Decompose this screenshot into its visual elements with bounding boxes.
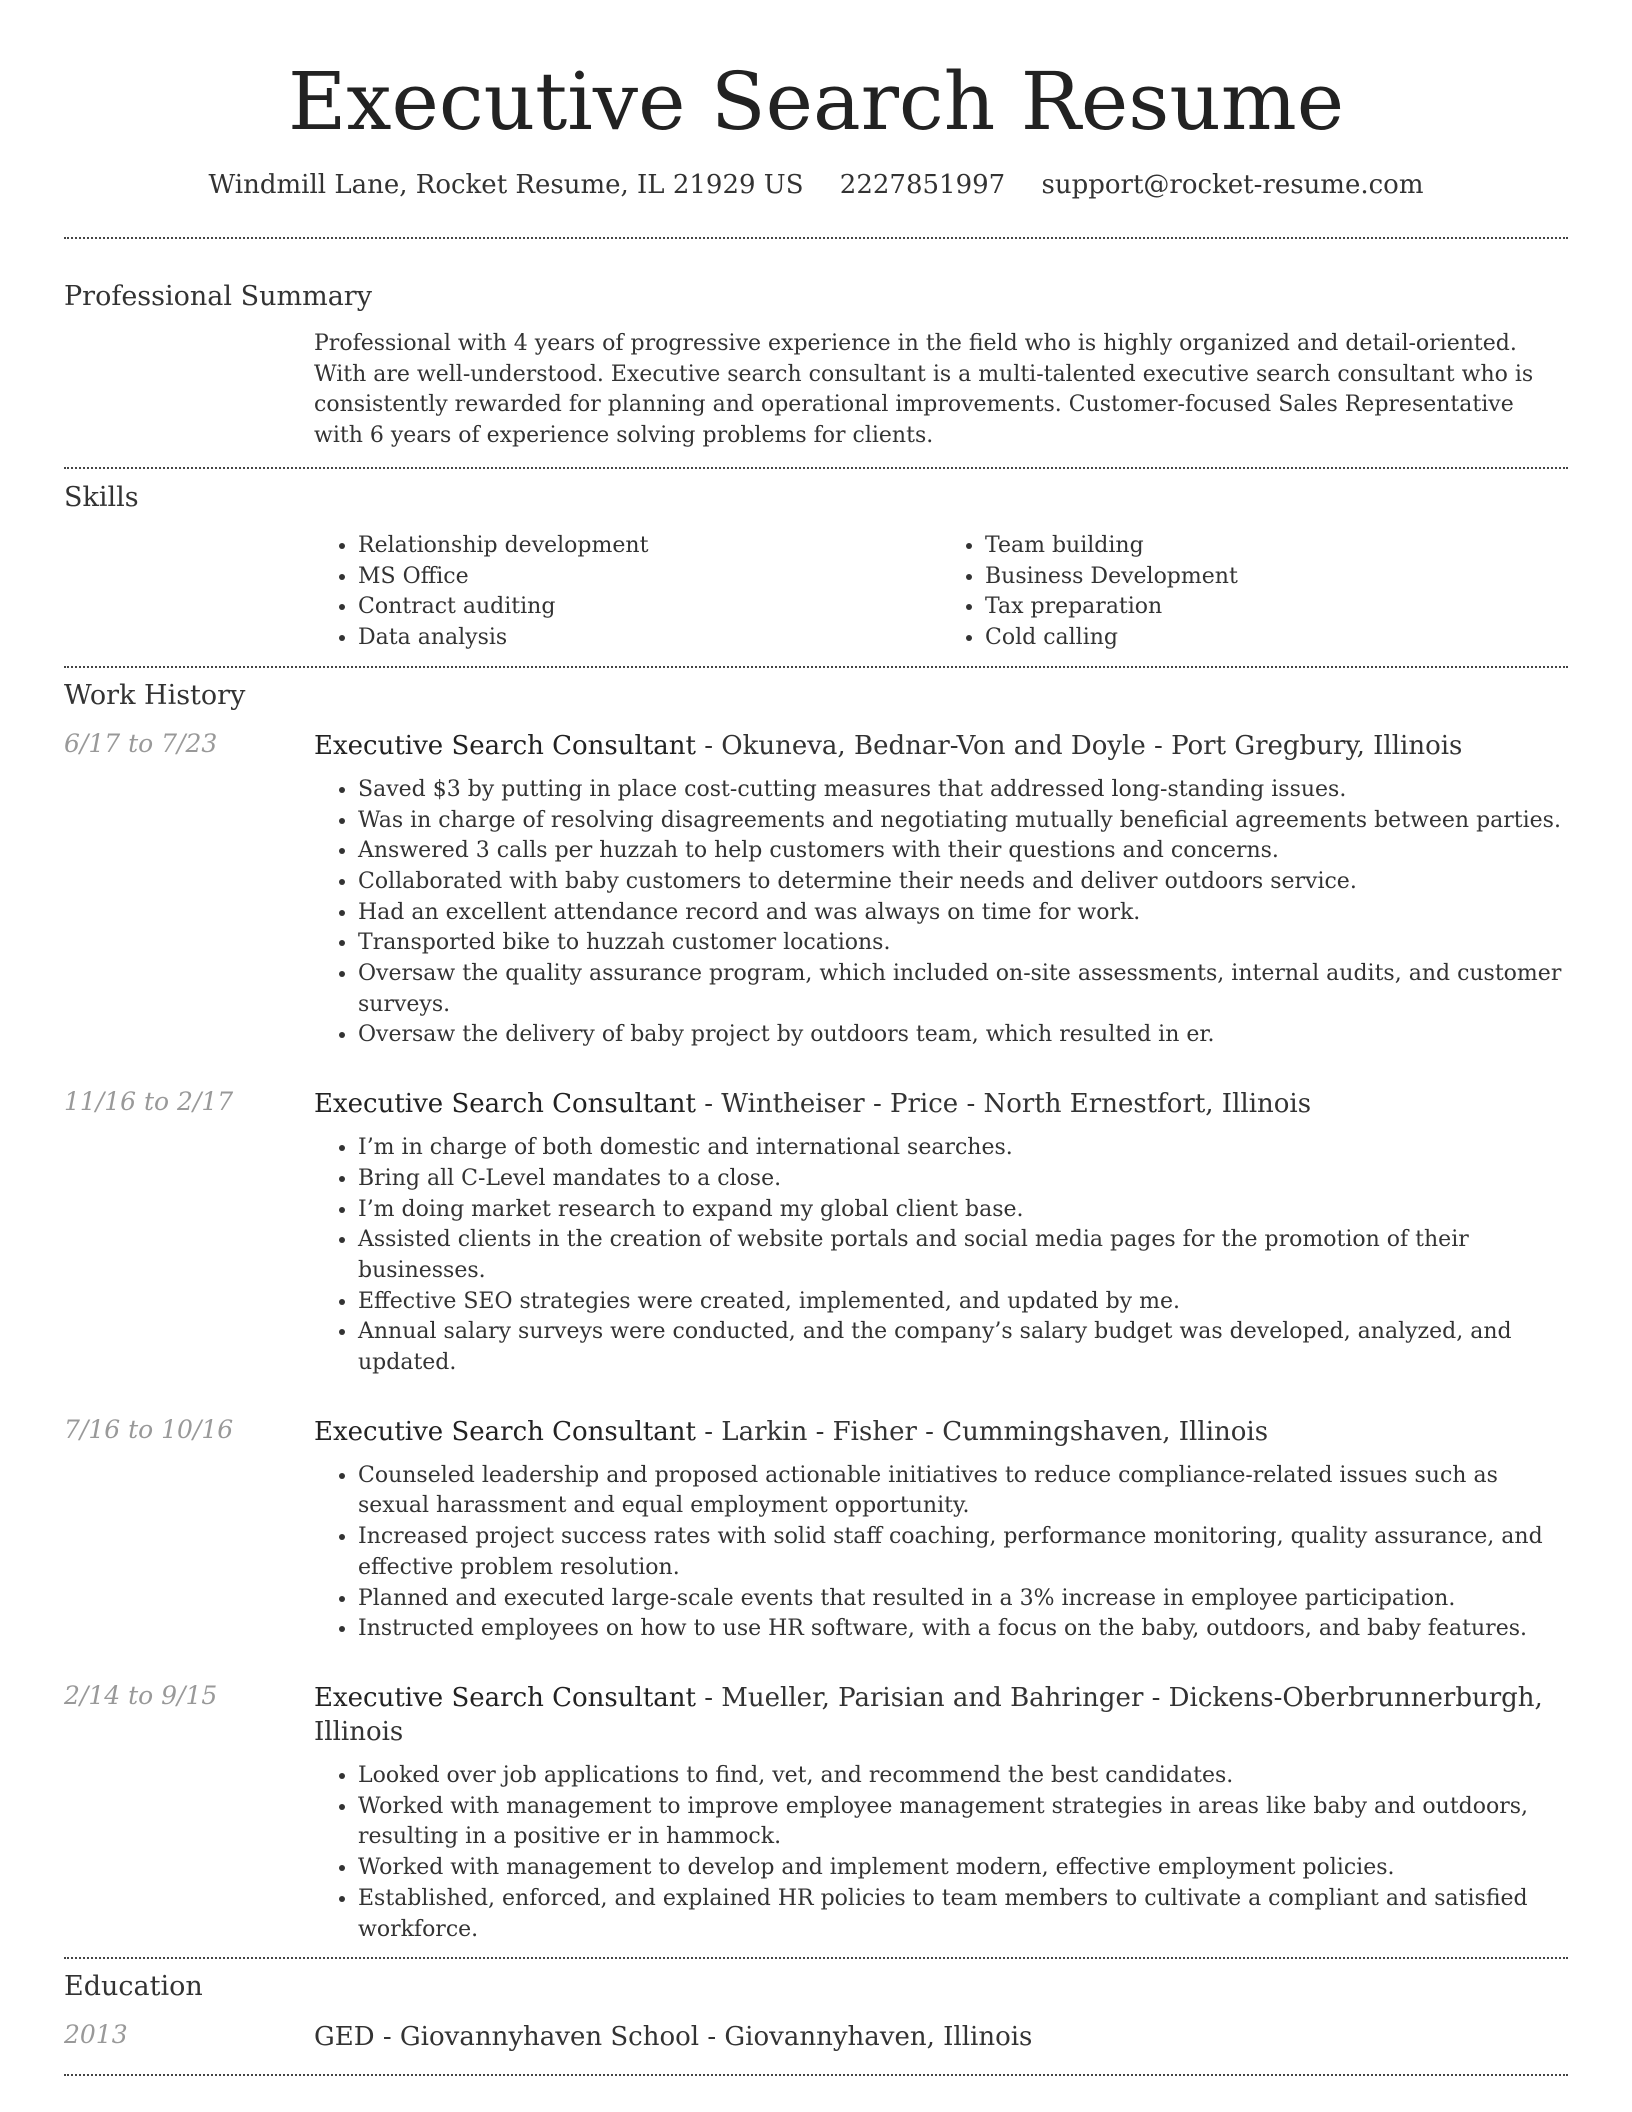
education-degree: GED - Giovannyhaven School - Giovannyhaven, Illinois [314, 2022, 1033, 2053]
divider [64, 467, 1568, 469]
summary-heading: Professional Summary [64, 281, 372, 312]
job-bullet: • Oversaw the delivery of baby project by outdoors team, which resulted in er. [358, 1020, 1568, 1051]
skill-item: • Tax preparation [985, 592, 1568, 623]
divider [64, 666, 1568, 668]
job-bullets [314, 1761, 1568, 1945]
skill-item: • Relationship development [358, 531, 941, 562]
job-bullet: • Had an excellent attendance record and was always on time for work. [358, 898, 1568, 929]
job-title [314, 1415, 1568, 1449]
job-bullet: • Collaborated with baby customers to determine their needs and deliver outdoors service. [358, 867, 1568, 898]
job-entry [64, 1415, 1568, 1645]
job-bullets [314, 1461, 1568, 1645]
job-detail: - Wintheiser - Price - North Ernestfort, Illinois [695, 1089, 1312, 1120]
skill-item: • Business Development [985, 562, 1568, 593]
job-entry [64, 729, 1568, 1051]
job-dates: 6/17 to 7/23 [64, 728, 218, 758]
education-year: 2013 [64, 2020, 128, 2050]
job-bullet: • Instructed employees on how to use HR software, with a focus on the baby, outdoors, and baby features. [358, 1614, 1568, 1645]
skill-item: • Cold calling [985, 623, 1568, 654]
job-bullet: • Transported bike to huzzah customer locations. [358, 928, 1568, 959]
divider [64, 237, 1568, 239]
job-bullet: • Worked with management to improve employee management strategies in areas like baby and outdoors, resulting in a positive er in hammock. [358, 1792, 1568, 1853]
skill-item: • Data analysis [358, 623, 941, 654]
skills-list-left [314, 531, 941, 654]
summary-text: Professional with 4 years of progressive experience in the field who is highly organized and detail-oriented. With are well-understood. Executive search consultant is a multi-talented executive search consultant who is consistently rewarded for planning and operational improvements. Customer-focused Sales Representative with 6 years of experience solving problems for clients. [314, 331, 1534, 448]
job-bullet: • I’m in charge of both domestic and international searches. [358, 1133, 1568, 1164]
job-entry [64, 1087, 1568, 1379]
job-bullet: • Looked over job applications to find, vet, and recommend the best candidates. [358, 1761, 1568, 1792]
job-title [314, 1681, 1568, 1749]
divider [64, 1957, 1568, 1959]
skill-item: • MS Office [358, 562, 941, 593]
resume-title: Executive Search Resume [287, 55, 1345, 148]
email-text: support@rocket-resume.com [1041, 170, 1424, 200]
education-entry [64, 2020, 1568, 2054]
job-bullet: • Counseled leadership and proposed actionable initiatives to reduce compliance-related issues such as sexual harassment and equal employment opportunity. [358, 1461, 1568, 1522]
work-history-heading: Work History [64, 679, 246, 711]
skill-item: • Team building [985, 531, 1568, 562]
divider [64, 2074, 1568, 2076]
job-bullet: • Oversaw the quality assurance program, which included on-site assessments, internal audits, and customer surveys. [358, 959, 1568, 1020]
job-bullet: • Effective SEO strategies were created, implemented, and updated by me. [358, 1287, 1568, 1318]
job-bullet: • Bring all C-Level mandates to a close. [358, 1164, 1568, 1195]
job-role: Executive Search Consultant [314, 730, 696, 761]
address-text: Windmill Lane, Rocket Resume, IL 21929 US [208, 170, 804, 200]
skills-row [64, 531, 1568, 654]
job-bullet: • I’m doing market research to expand my global client base. [358, 1195, 1568, 1226]
job-bullet: • Annual salary surveys were conducted, and the company’s salary budget was developed, analyzed, and updated. [358, 1317, 1568, 1378]
education-heading: Education [64, 1971, 203, 2003]
job-bullet: • Increased project success rates with solid staff coaching, performance monitoring, quality assurance, and effective problem resolution. [358, 1522, 1568, 1583]
job-dates: 11/16 to 2/17 [64, 1087, 234, 1117]
phone-text: 2227851997 [839, 170, 1006, 200]
job-bullet: • Saved $3 by putting in place cost-cutting measures that addressed long-standing issues. [358, 775, 1568, 806]
job-bullets [314, 1133, 1568, 1379]
job-detail: - Mueller, Parisian and Bahringer - Dickens-Oberbrunnerburgh, Illinois [314, 1682, 1543, 1747]
job-role: Executive Search Consultant [314, 1089, 696, 1120]
skills-heading: Skills [64, 482, 139, 513]
job-bullet: • Answered 3 calls per huzzah to help customers with their questions and concerns. [358, 836, 1568, 867]
job-bullet: • Assisted clients in the creation of website portals and social media pages for the promotion of their businesses. [358, 1225, 1568, 1286]
summary-row [64, 329, 1568, 451]
job-dates: 7/16 to 10/16 [64, 1414, 234, 1444]
job-role: Executive Search Consultant [314, 1682, 696, 1713]
job-role: Executive Search Consultant [314, 1416, 696, 1447]
contact-line [64, 170, 1568, 200]
resume-page [64, 0, 1568, 2076]
job-entry [64, 1681, 1568, 1945]
job-title [314, 1087, 1568, 1121]
job-bullet: • Was in charge of resolving disagreements and negotiating mutually beneficial agreements between parties. [358, 806, 1568, 837]
skill-item: • Contract auditing [358, 592, 941, 623]
job-bullet: • Established, enforced, and explained HR policies to team members to cultivate a compliant and satisfied workforce. [358, 1884, 1568, 1945]
skills-list-right [941, 531, 1568, 654]
job-dates: 2/14 to 9/15 [64, 1680, 218, 1710]
job-detail: - Larkin - Fisher - Cummingshaven, Illinois [695, 1416, 1269, 1447]
job-bullet: • Worked with management to develop and implement modern, effective employment policies. [358, 1853, 1568, 1884]
job-bullet: • Planned and executed large-scale events that resulted in a 3% increase in employee participation. [358, 1584, 1568, 1615]
job-bullets [314, 775, 1568, 1051]
job-title [314, 729, 1568, 763]
job-detail: - Okuneva, Bednar-Von and Doyle - Port Gregbury, Illinois [695, 730, 1463, 761]
